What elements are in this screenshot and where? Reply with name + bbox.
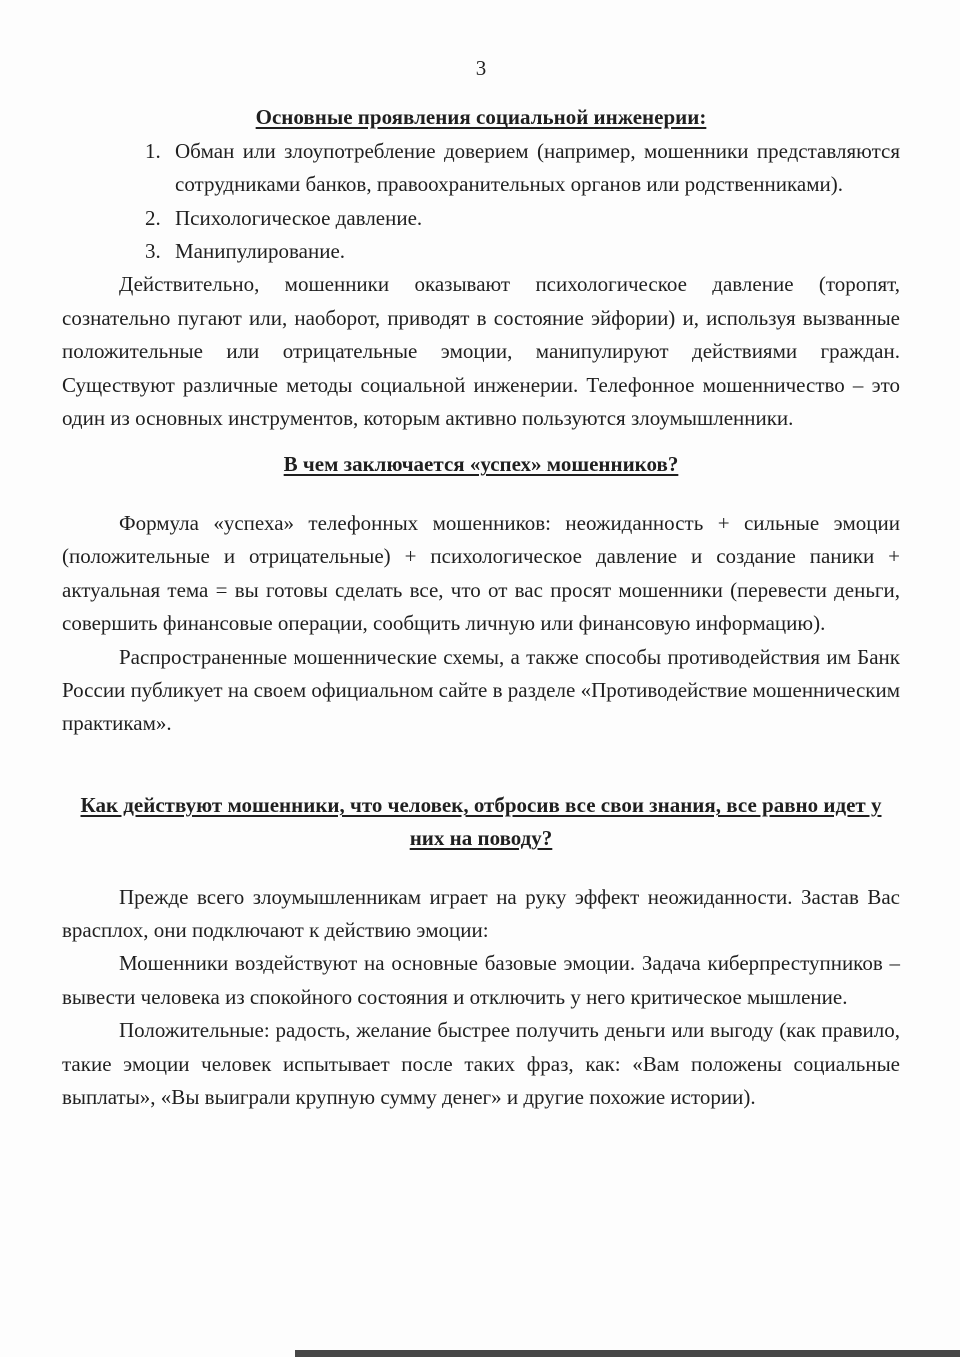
- paragraph-positive-emotions: Положительные: радость, желание быстрее получить деньги или выгоду (как правило, такие эмоции человек испытывает после таких фраз, как: «Вам положены социальные выплаты», «Вы выиграли крупную сумму денег» и другие похожие истории).: [62, 1018, 900, 1109]
- scan-artifact-bar: [295, 1350, 960, 1357]
- paragraph-psychological-pressure: Действительно, мошенники оказывают психологическое давление (торопят, сознательно пугают или, наоборот, приводят в состояние эйфории) и, используя вызванные положительные или отрицательные эмоции, манипулируют действиями граждан. Существуют различные методы социальной инженерии. Телефонное мошенничество – это один из основных инструментов, которым активно пользуются злоумышленники.: [62, 272, 900, 431]
- paragraph-surprise-effect: Прежде всего злоумышленникам играет на руку эффект неожиданности. Застав Вас врасплох, они подключают к действию эмоции:: [62, 884, 900, 942]
- list-item: [62, 235, 900, 268]
- list-item: [62, 202, 900, 235]
- list-item-number: 2.: [145, 205, 161, 230]
- list-item-number: 1.: [145, 138, 161, 163]
- list-item-number: 3.: [145, 239, 161, 264]
- section-heading-social-engineering: Основные проявления социальной инженерии:: [255, 105, 707, 130]
- numbered-list: [62, 135, 900, 269]
- list-item-text: Психологическое давление.: [175, 205, 423, 230]
- list-item-text: Обман или злоупотребление доверием (например, мошенники представляются сотрудниками банков, правоохранительных органов или родственниками).: [175, 138, 900, 197]
- list-item-text: Манипулирование.: [175, 239, 346, 264]
- paragraph-bank-of-russia: Распространенные мошеннические схемы, а также способы противодействия им Банк России публикует на своем официальном сайте в разделе «Противодействие мошенническим практикам».: [62, 644, 900, 736]
- page-number: 3: [475, 56, 487, 80]
- section-heading-how-fraudsters-act: Как действуют мошенники, что человек, отбросив все свои знания, все равно идет у них на поводу?: [80, 792, 882, 851]
- paragraph-success-formula: Формула «успеха» телефонных мошенников: неожиданность + сильные эмоции (положительные и отрицательные) + психологическое давление и создание паники + актуальная тема = вы готовы сделать все, что от вас просят мошенники (перевести деньги, совершить финансовые операции, сообщить личную или финансовую информацию).: [62, 510, 900, 636]
- paragraph-base-emotions: Мошенники воздействуют на основные базовые эмоции. Задача киберпреступников – вывести человека из спокойного состояния и отключить у него критическое мышление.: [62, 951, 900, 1009]
- list-item: [62, 135, 900, 202]
- section-heading-fraudster-success: В чем заключается «успех» мошенников?: [283, 452, 679, 477]
